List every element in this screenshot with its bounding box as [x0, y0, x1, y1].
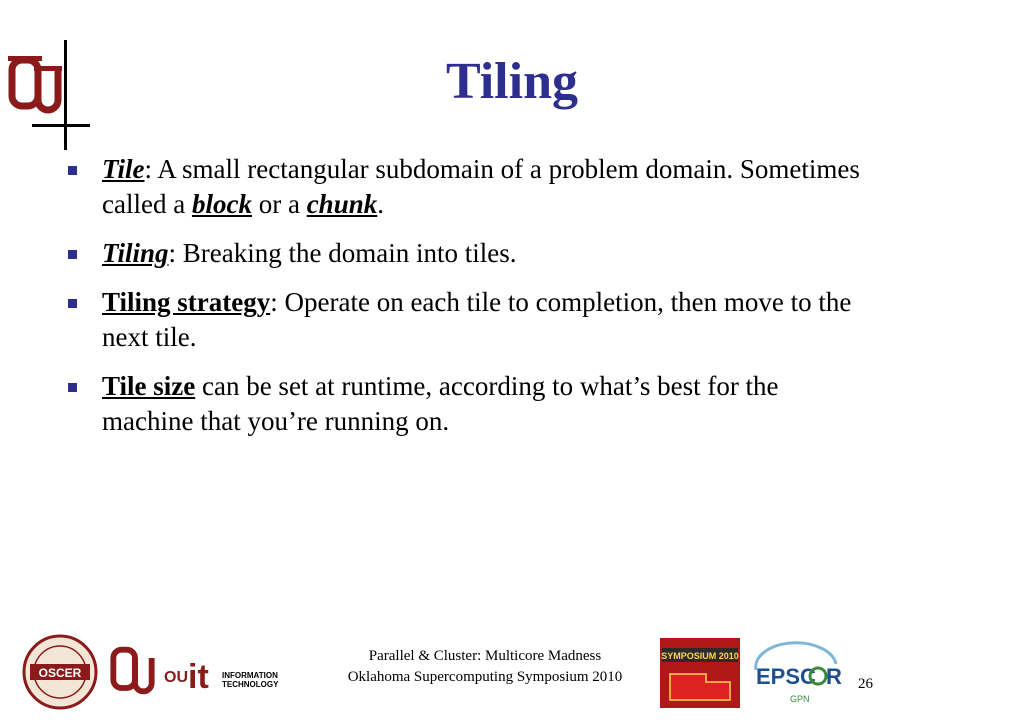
bullet-square-icon — [68, 166, 77, 175]
footer-text — [300, 646, 670, 688]
svg-text:EPSC: EPSC — [756, 664, 816, 689]
bullet-item: Tiling strategy: Operate on each tile to completion, then move to the next tile. — [68, 285, 868, 355]
svg-text:R: R — [826, 664, 842, 689]
oscer-logo — [20, 634, 100, 710]
bullet-square-icon — [68, 383, 77, 392]
slide-title: Tiling — [445, 53, 578, 110]
ou-footer-logo — [110, 642, 160, 704]
bullet-square-icon — [68, 299, 77, 308]
footer-line-1: Parallel & Cluster: Multicore Madness — [368, 648, 602, 664]
svg-text:SYMPOSIUM 2010: SYMPOSIUM 2010 — [661, 651, 739, 661]
crosshair-horizontal-line — [32, 124, 90, 127]
bullet-item: Tile size can be set at runtime, according to what’s best for the machine that you’re running on. — [68, 369, 868, 439]
bullet-item: Tile: A small rectangular subdomain of a problem domain. Sometimes called a block or a chunk. — [68, 152, 868, 222]
page-number: 26 — [858, 676, 873, 692]
footer-line-2: Oklahoma Supercomputing Symposium 2010 — [347, 669, 623, 685]
symposium-2010-logo — [660, 638, 740, 708]
svg-text:GPN: GPN — [790, 694, 810, 704]
svg-text:OSCER: OSCER — [38, 666, 82, 680]
svg-text:INFORMATION: INFORMATION — [222, 671, 278, 680]
svg-text:OU: OU — [164, 669, 188, 686]
bullet-square-icon — [68, 250, 77, 259]
ou-it-logo — [164, 648, 279, 698]
svg-text:TECHNOLOGY: TECHNOLOGY — [222, 680, 279, 689]
bullet-item: Tiling: Breaking the domain into tiles. — [68, 236, 868, 271]
epscor-logo — [750, 640, 848, 706]
bullet-list — [68, 152, 868, 453]
svg-text:it: it — [188, 658, 209, 696]
